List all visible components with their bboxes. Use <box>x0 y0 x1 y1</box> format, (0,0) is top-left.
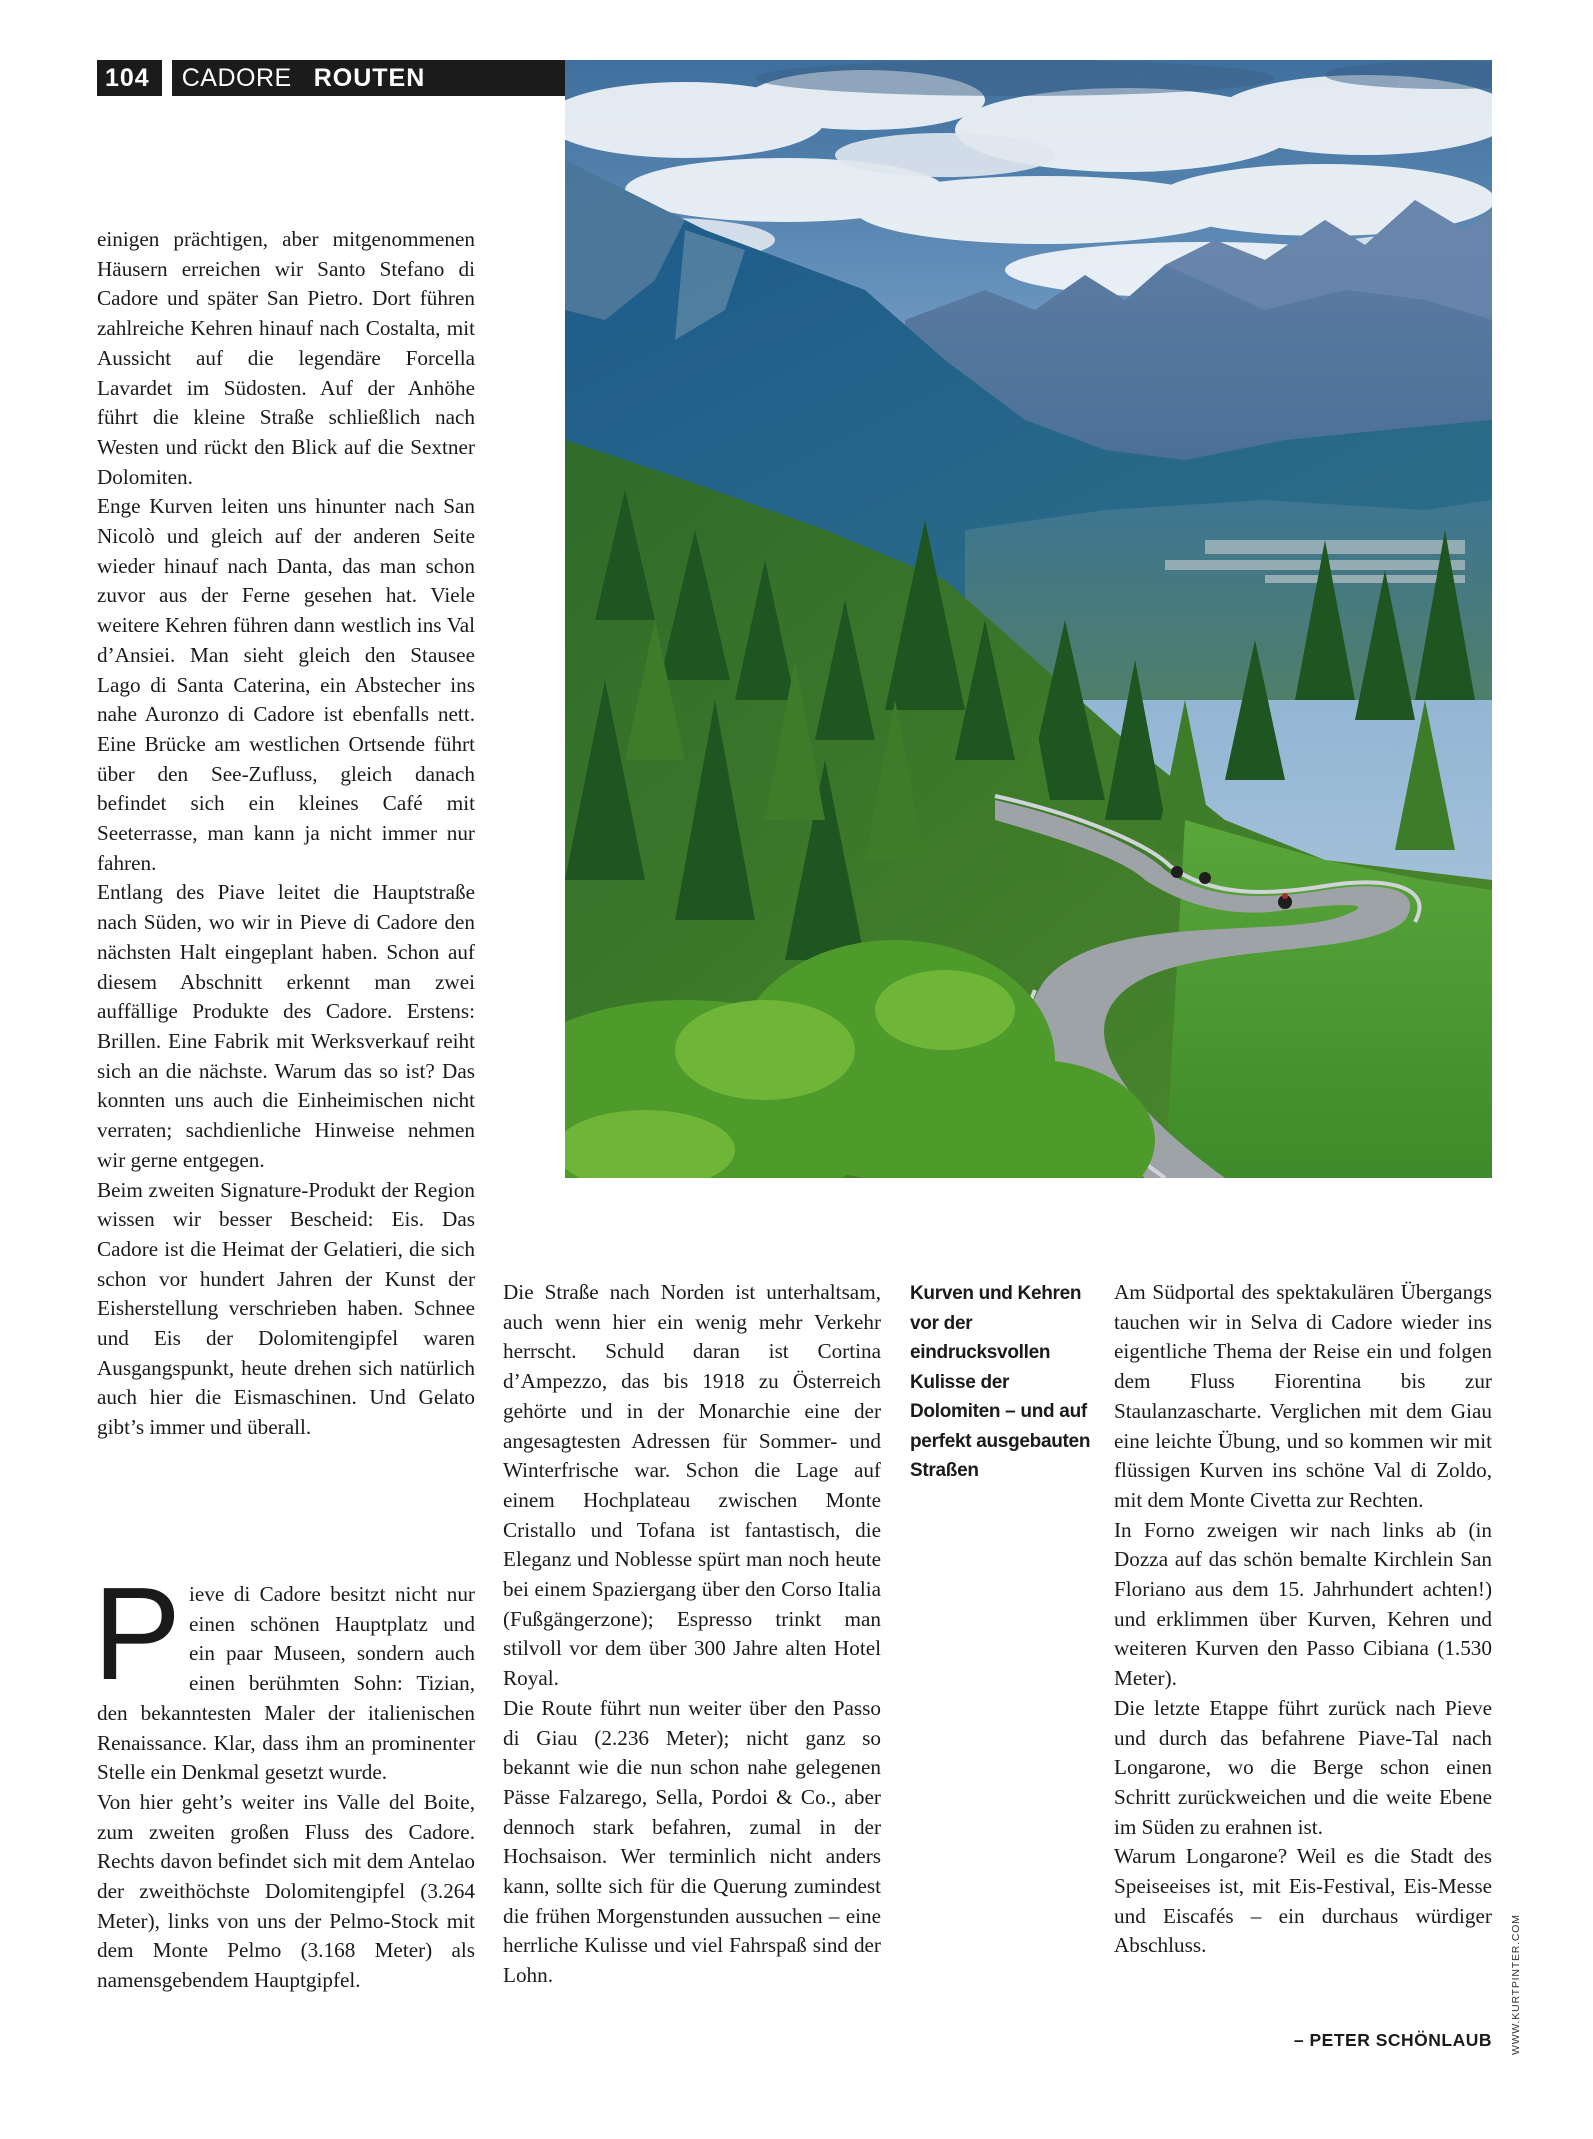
paragraph-with-dropcap <box>93 1560 475 1788</box>
paragraph: Die Straße nach Norden ist unterhaltsam, auch wenn hier ein wenig mehr Verkehr herrscht. Schuld daran ist Cortina d’Ampezzo, das bis 1918 zu Österreich gehörte und in der Monarchie eine der angesagtesten Adressen für Sommer- und Winterfrische war. Schon die Lage auf einem Hochplateau zwischen Monte Cristallo und Tofana ist fantastisch, die Eleganz und Noblesse spürt man noch heute bei einem Spaziergang über den Corso Italia (Fußgängerzone); Espresso trinkt man stilvoll vor dem über 300 Jahre alten Hotel Royal. <box>503 1280 881 1691</box>
article-column-2 <box>503 1278 881 1991</box>
article-column-1-lower <box>93 1560 475 1996</box>
article-column-4 <box>1114 1278 1492 1961</box>
paragraph: Entlang des Piave leitet die Hauptstraße nach Süden, wo wir in Pieve di Cadore den nächsten Halt eingeplant haben. Schon auf diesem Abschnitt erkennt man zwei auffällige Produkte des Cadore. Erstens: Brillen. Eine Fabrik mit Werksverkauf reiht sich an die nächste. Warum das so ist? Das konnten uns auch die Einheimischen nicht verraten; sachdienliche Hinweise nehmen wir gerne entgegen. <box>97 880 475 1172</box>
paragraph-text: ieve di Cadore besitzt nicht nur einen schönen Hauptplatz und ein paar Museen, sondern auch einen berühmten Sohn: Tizian, den bekanntesten Maler der italienischen Renaissance. Klar, dass ihm an prominenter Stelle ein Denkmal gesetzt wurde. <box>97 1582 475 1785</box>
paragraph: Die Route führt nun weiter über den Passo di Giau (2.236 Meter); nicht ganz so bekannt wie die nun schon nahe gelegenen Pässe Falzarego, Sella, Pordoi & Co., aber dennoch stark befahren, zumal in der Hochsaison. Wer terminlich nicht anders kann, sollte sich für die Querung zumindest die frühen Morgenstunden aussuchen – eine herrliche Kulisse und viel Fahrspaß sind der Lohn. <box>503 1695 881 1988</box>
article-column-1 <box>97 225 475 1443</box>
paragraph: Beim zweiten Signature-Produkt der Region wissen wir besser Bescheid: Eis. Das Cadore ist die Heimat der Gelatieri, die sich schon vor hundert Jahren der Kunst der Eisherstellung verschrieben haben. Schnee und Eis der Dolomitengipfel waren Ausgangspunkt, heute drehen sich natürlich auch hier die Eismaschinen. Und Gelato gibt’s immer und überall. <box>97 1177 475 1440</box>
paragraph: In Forno zweigen wir nach links ab (in Dozza auf das schön bemalte Kirchlein San Floriano aus dem 15. Jahrhundert achten!) und erklimmen über Kurven, Kehren und weiteren Kurven den Passo Cibiana (1.530 Meter). <box>1114 1517 1492 1691</box>
paragraph: Von hier geht’s weiter ins Valle del Boite, zum zweiten großen Fluss des Cadore. Rechts davon befindet sich mit dem Antelao der zweithöchste Dolomitengipfel (3.264 Meter), links von uns der Pelmo-Stock mit dem Monte Pelmo (3.168 Meter) als namensgebendem Hauptgipfel. <box>97 1789 475 1993</box>
paragraph: Am Südportal des spektakulären Übergangs tauchen wir in Selva di Cadore wieder ins eigentliche Thema der Reise ein und folgen dem Fluss Fiorentina bis zur Staulanzascharte. Verglichen mit dem Giau eine leichte Übung, und so kommen wir mit flüssigen Kurven ins schöne Val di Zoldo, mit dem Monte Civetta zur Rechten. <box>1114 1280 1492 1512</box>
page-number: 104 <box>105 63 150 92</box>
paragraph: Enge Kurven leiten uns hinunter nach San Nicolò und gleich auf der anderen Seite wieder hinauf nach Danta, das man schon zuvor aus der Ferne gesehen hat. Viele weitere Kehren führen dann westlich ins Val d’Ansiei. Man sieht gleich den Stausee Lago di Santa Caterina, ein Abstecher ins nahe Auronzo di Cadore ist ebenfalls nett. Eine Brücke am westlichen Ortsende führt über den See-Zufluss, gleich danach befindet sich ein kleines Café mit Seeterrasse, man kann ja nicht immer nur fahren. <box>97 494 475 875</box>
dropcap: P <box>93 1560 182 1707</box>
header-divider <box>162 60 172 96</box>
paragraph: Warum Longarone? Weil es die Stadt des Speiseeises ist, mit Eis-Festival, Eis-Messe und Eiscafés – ein durchaus würdiger Abschluss. <box>1114 1844 1492 1958</box>
mountain-road-photo <box>565 60 1492 1178</box>
photo-caption: Kurven und Kehren vor der eindrucksvollen Kulisse der Dolomiten – und auf perfekt ausgebauten Straßen <box>910 1283 1091 1481</box>
paragraph: Die letzte Etappe führt zurück nach Pieve und durch das befahrene Piave-Tal nach Longarone, wo die Berge schon einen Schritt zurückweichen und die weite Ebene im Süden zu erahnen ist. <box>1114 1695 1492 1839</box>
page-header <box>97 60 565 96</box>
header-region: CADORE <box>181 63 292 92</box>
paragraph: einigen prächtigen, aber mitgenommenen Häusern erreichen wir Santo Stefano di Cadore und später San Pietro. Dort führen zahlreiche Kehren hinauf nach Costalta, mit Aussicht auf die legendäre Forcella Lavardet im Südosten. Auf der Anhöhe führt die kleine Straße schließlich nach Westen und rückt den Blick auf die Sextner Dolomiten. <box>97 227 475 489</box>
header-section: ROUTEN <box>313 63 426 92</box>
author-byline: – PETER SCHÖNLAUB <box>1293 2030 1492 2050</box>
photo-credit: WWW.KURTPINTER.COM <box>1510 1914 1522 2055</box>
